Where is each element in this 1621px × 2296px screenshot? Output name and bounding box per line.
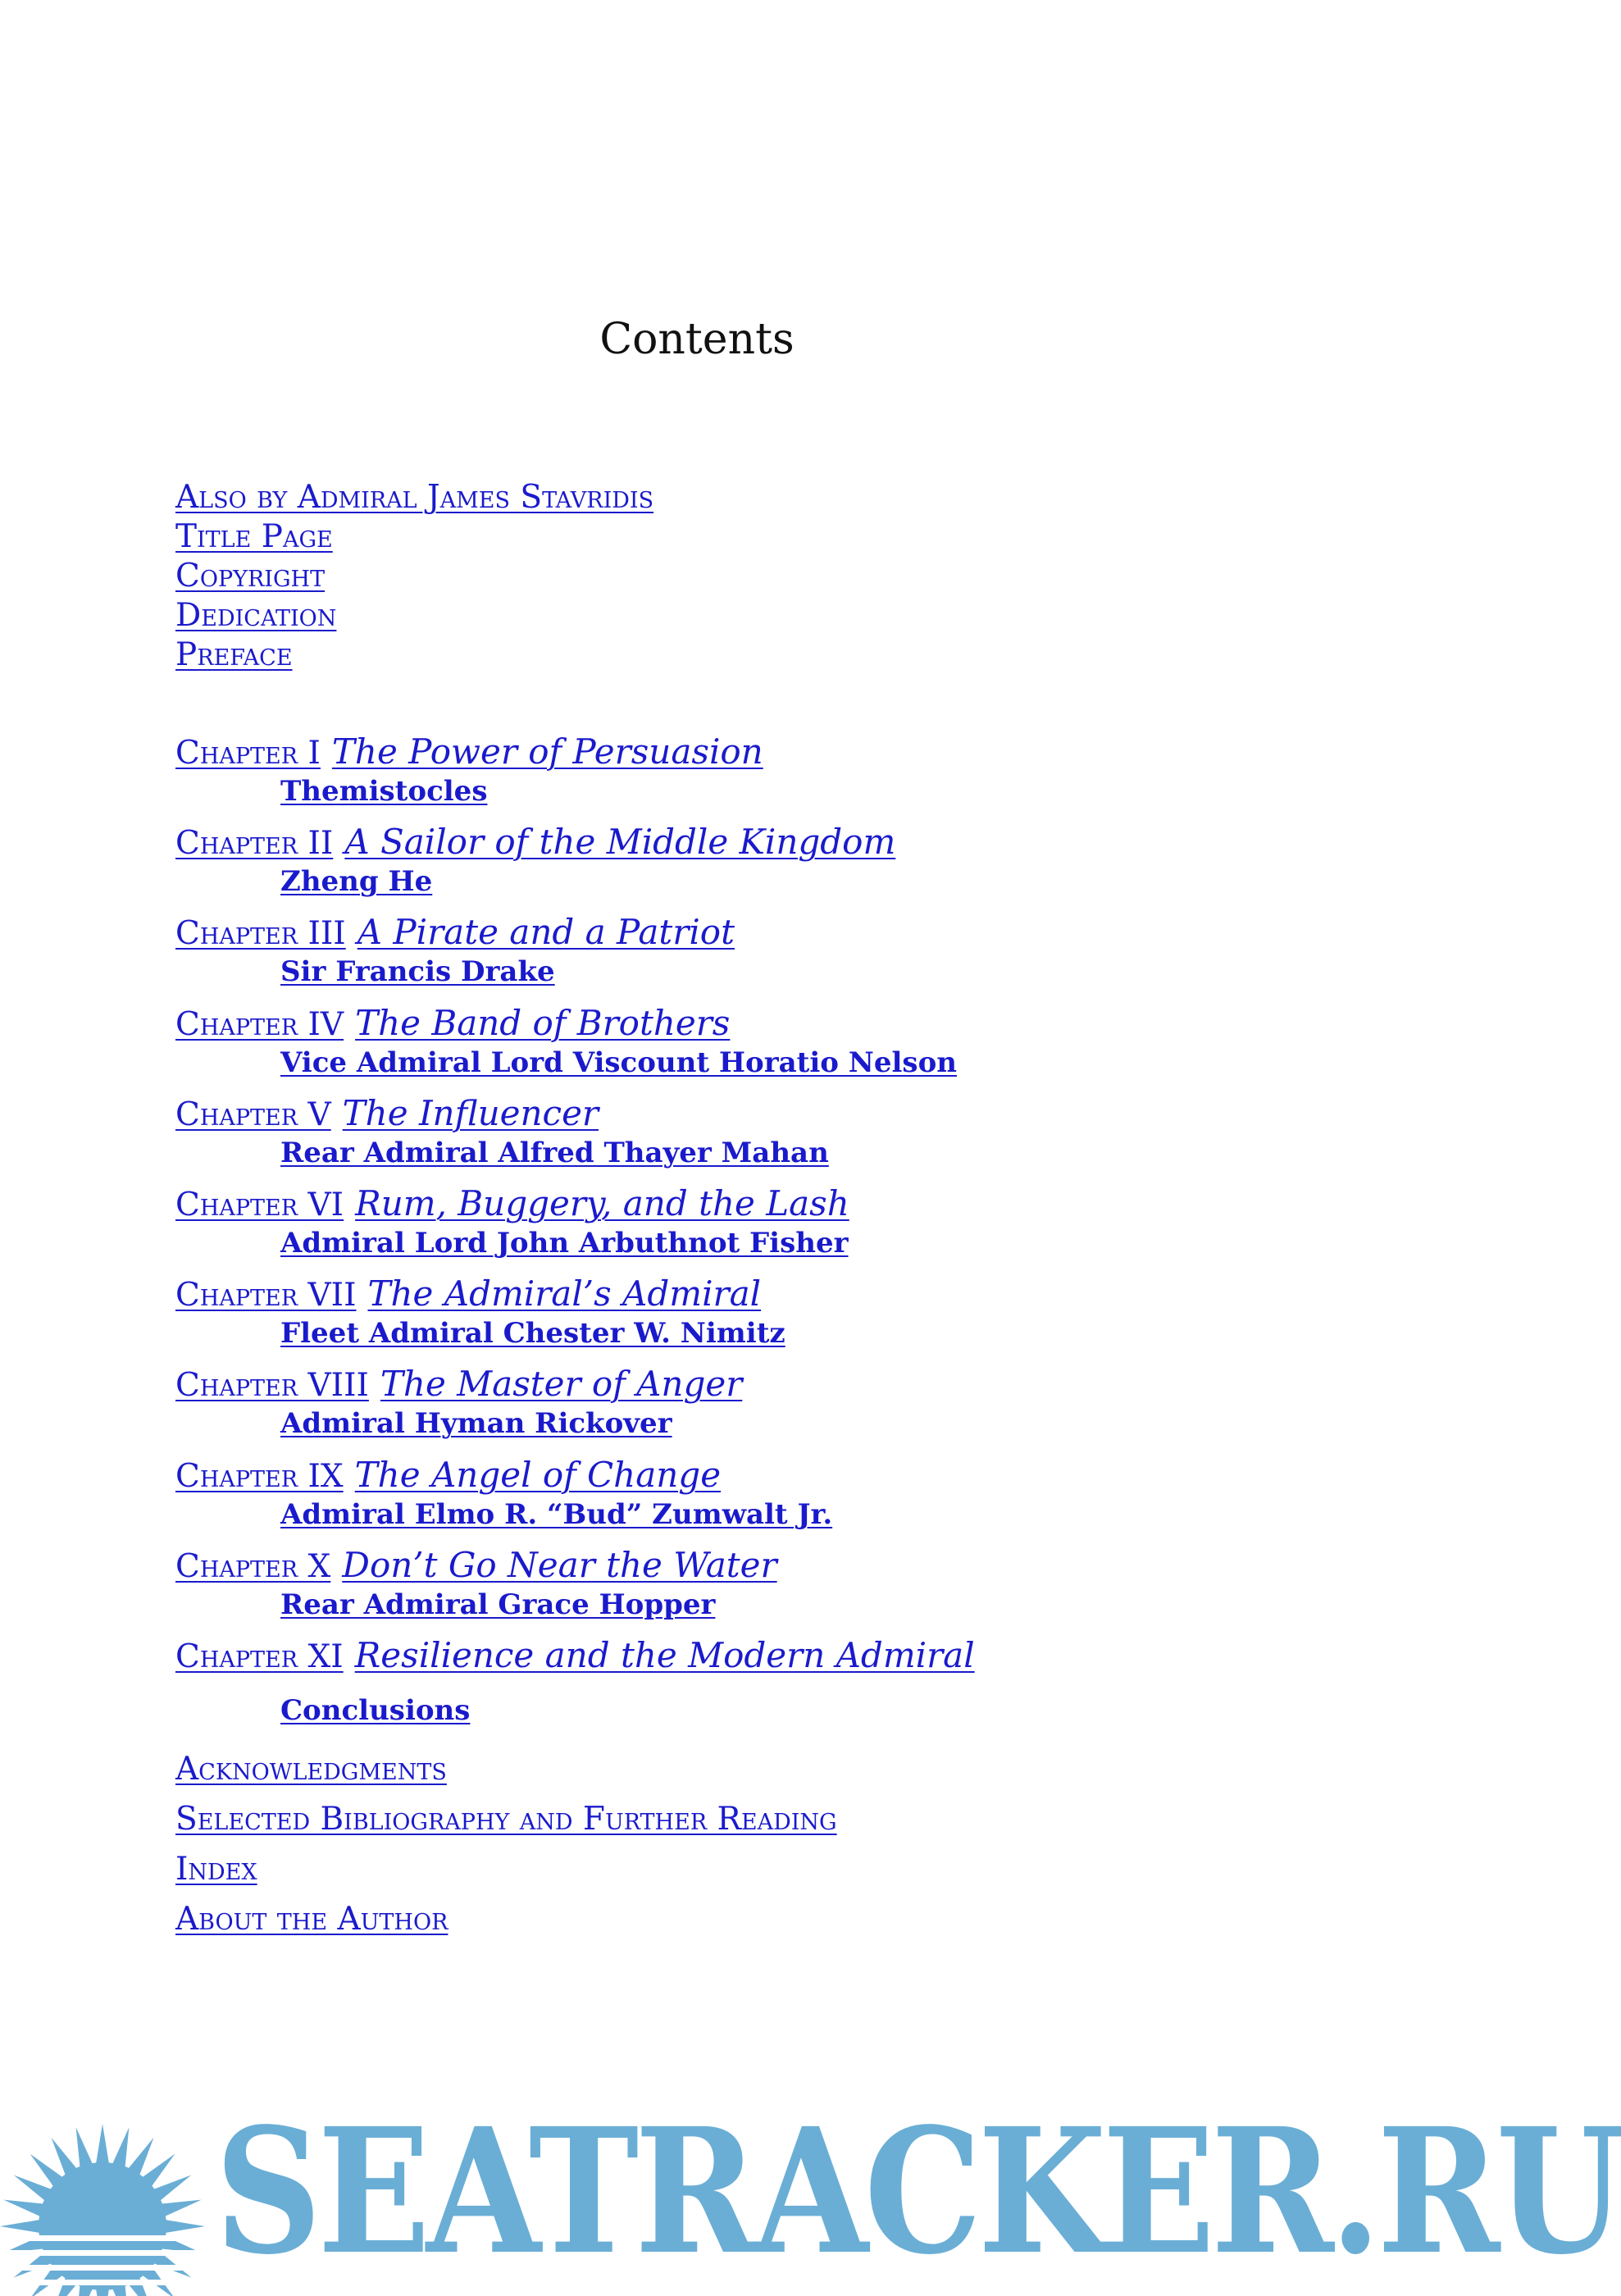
toc-chapter-8[interactable]	[175, 1364, 743, 1404]
chapter-label: Chapter II	[175, 825, 334, 862]
chapter-title: Resilience and the Modern Admiral	[354, 1635, 975, 1675]
toc-preface[interactable]: Preface	[175, 636, 293, 673]
chapter-title: The Band of Brothers	[355, 1003, 731, 1043]
chapter-title: Rum, Buggery, and the Lash	[355, 1183, 849, 1223]
toc-title-page[interactable]: Title Page	[175, 518, 333, 555]
toc-chapter-6-subject[interactable]: Admiral Lord John Arbuthnot Fisher	[280, 1227, 849, 1260]
chapter-title: The Influencer	[342, 1093, 599, 1133]
toc-chapter-1-subject[interactable]: Themistocles	[280, 775, 488, 808]
toc-chapter-10[interactable]	[175, 1545, 777, 1585]
toc-chapter-3[interactable]	[175, 912, 735, 952]
chapter-title: The Angel of Change	[354, 1455, 722, 1495]
toc-chapter-5-subject[interactable]: Rear Admiral Alfred Thayer Mahan	[280, 1137, 829, 1169]
toc-chapter-5[interactable]	[175, 1093, 599, 1133]
toc-also-by[interactable]: Also by Admiral James Stavridis	[175, 479, 654, 516]
toc-chapter-3-subject[interactable]: Sir Francis Drake	[280, 955, 555, 988]
chapter-label: Chapter IX	[175, 1458, 344, 1495]
toc-chapter-11[interactable]	[175, 1635, 975, 1675]
toc-chapter-9-subject[interactable]: Admiral Elmo R. “Bud” Zumwalt Jr.	[280, 1498, 833, 1531]
toc-chapter-6[interactable]	[175, 1183, 849, 1223]
chapter-label: Chapter VII	[175, 1277, 357, 1314]
chapter-label: Chapter VIII	[175, 1367, 369, 1404]
toc-chapter-9[interactable]	[175, 1455, 722, 1495]
toc-chapter-4-subject[interactable]: Vice Admiral Lord Viscount Horatio Nelson	[280, 1046, 957, 1079]
chapter-label: Chapter XI	[175, 1638, 344, 1675]
toc-chapter-10-subject[interactable]: Rear Admiral Grace Hopper	[280, 1588, 716, 1621]
toc-chapter-2-subject[interactable]: Zheng He	[280, 865, 433, 898]
toc-acknowledgments[interactable]: Acknowledgments	[175, 1751, 447, 1788]
toc-chapter-2[interactable]	[175, 822, 896, 862]
toc-index[interactable]: Index	[175, 1851, 257, 1888]
chapter-title: Don’t Go Near the Water	[342, 1545, 777, 1585]
chapter-title: The Admiral’s Admiral	[367, 1273, 762, 1314]
toc-chapter-7-subject[interactable]: Fleet Admiral Chester W. Nimitz	[280, 1317, 785, 1350]
chapter-label: Chapter V	[175, 1096, 331, 1133]
chapter-title: A Sailor of the Middle Kingdom	[344, 822, 896, 862]
toc-chapter-11-subject[interactable]: Conclusions	[280, 1694, 471, 1727]
watermark-text: SEATRACKER.RU	[215, 2090, 1621, 2293]
chapter-label: Chapter VI	[175, 1187, 344, 1223]
chapter-label: Chapter I	[175, 735, 321, 772]
toc-chapter-4[interactable]	[175, 1003, 731, 1043]
chapter-title: The Master of Anger	[380, 1364, 743, 1404]
chapter-label: Chapter III	[175, 915, 346, 952]
chapter-title: The Power of Persuasion	[331, 731, 763, 772]
toc-copyright[interactable]: Copyright	[175, 558, 326, 594]
page-title: Contents	[599, 315, 795, 364]
toc-bibliography[interactable]: Selected Bibliography and Further Reading	[175, 1801, 837, 1838]
chapter-title: A Pirate and a Patriot	[357, 912, 735, 952]
chapter-label: Chapter IV	[175, 1006, 344, 1043]
toc-chapter-7[interactable]	[175, 1273, 762, 1314]
toc-dedication[interactable]: Dedication	[175, 597, 337, 634]
toc-chapter-1[interactable]	[175, 731, 763, 772]
chapter-label: Chapter X	[175, 1548, 331, 1585]
toc-about-author[interactable]: About the Author	[175, 1901, 449, 1938]
toc-chapter-8-subject[interactable]: Admiral Hyman Rickover	[280, 1407, 672, 1440]
